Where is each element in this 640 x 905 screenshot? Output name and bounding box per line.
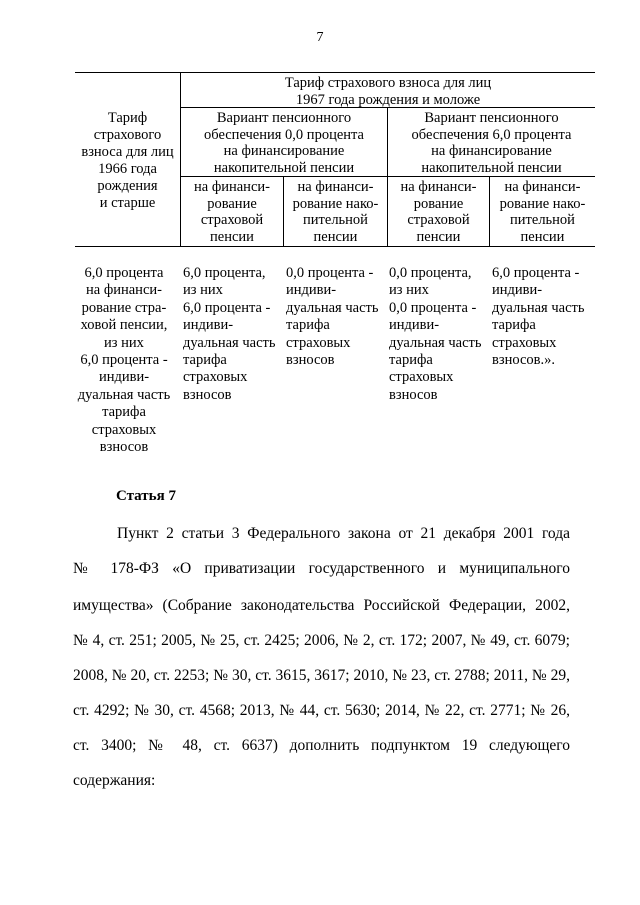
subheader-b-funded: на финанси- рование нако- пительной пенсии	[499, 179, 586, 245]
paragraph-line: содержания:	[73, 772, 156, 789]
paragraph-line: № 178-ФЗ «О приватизации государственного и муниципального	[73, 560, 570, 577]
table-cell-col2: 6,0 процента, из них 6,0 процента - индиви- дуальная часть тарифа страховых взносов	[183, 265, 276, 403]
subheader-a-funded: на финанси- рование нако- пительной пенсии	[292, 179, 379, 245]
article-heading: Статья 7	[116, 488, 176, 504]
paragraph-line: Пункт 2 статьи 3 Федерального закона от 21 декабря 2001 года	[117, 525, 570, 542]
article-paragraph	[73, 0, 570, 905]
subheader-a-insurance: на финанси- рование страховой пенсии	[194, 179, 270, 245]
table-cell-col5: 6,0 процента - индиви- дуальная часть тарифа страховых взносов.».	[492, 265, 585, 369]
table-cell-col4: 0,0 процента, из них 0,0 процента - индиви- дуальная часть тарифа страховых взносов	[389, 265, 482, 403]
table-cell-col1: 6,0 процента на финанси- рование стра- ховой пенсии, из них 6,0 процента - индиви- дуальная часть тарифа страховых взносов	[77, 265, 171, 456]
paragraph-line: № 4, ст. 251; 2005, № 25, ст. 2425; 2006, № 2, ст. 172; 2007, № 49, ст. 6079;	[73, 632, 570, 649]
paragraph-line: ст. 3400; № 48, ст. 6637) дополнить подпунктом 19 следующего	[73, 737, 570, 754]
variant-a-header: Вариант пенсионного обеспечения 0,0 процента на финансирование накопительной пенсии	[204, 110, 364, 176]
paragraph-line: имущества» (Собрание законодательства Российской Федерации, 2002,	[73, 597, 570, 614]
col1-header: Тариф страхового взноса для лиц 1966 года рождения и старше	[81, 110, 174, 211]
subheader-b-insurance: на финанси- рование страховой пенсии	[400, 179, 477, 245]
paragraph-line: 2008, № 20, ст. 2253; № 30, ст. 3615, 3617; 2010, № 23, ст. 2788; 2011, № 29,	[73, 667, 570, 684]
table-cell-col3: 0,0 процента - индиви- дуальная часть тарифа страховых взносов	[286, 265, 379, 369]
variant-b-header: Вариант пенсионного обеспечения 6,0 процента на финансирование накопительной пенсии	[411, 110, 572, 176]
paragraph-line: ст. 4292; № 30, ст. 4568; 2013, № 44, ст. 5630; 2014, № 22, ст. 2771; № 26,	[73, 702, 570, 719]
page-number: 7	[316, 30, 324, 45]
group-header: Тариф страхового взноса для лиц 1967 года рождения и моложе	[284, 75, 492, 108]
